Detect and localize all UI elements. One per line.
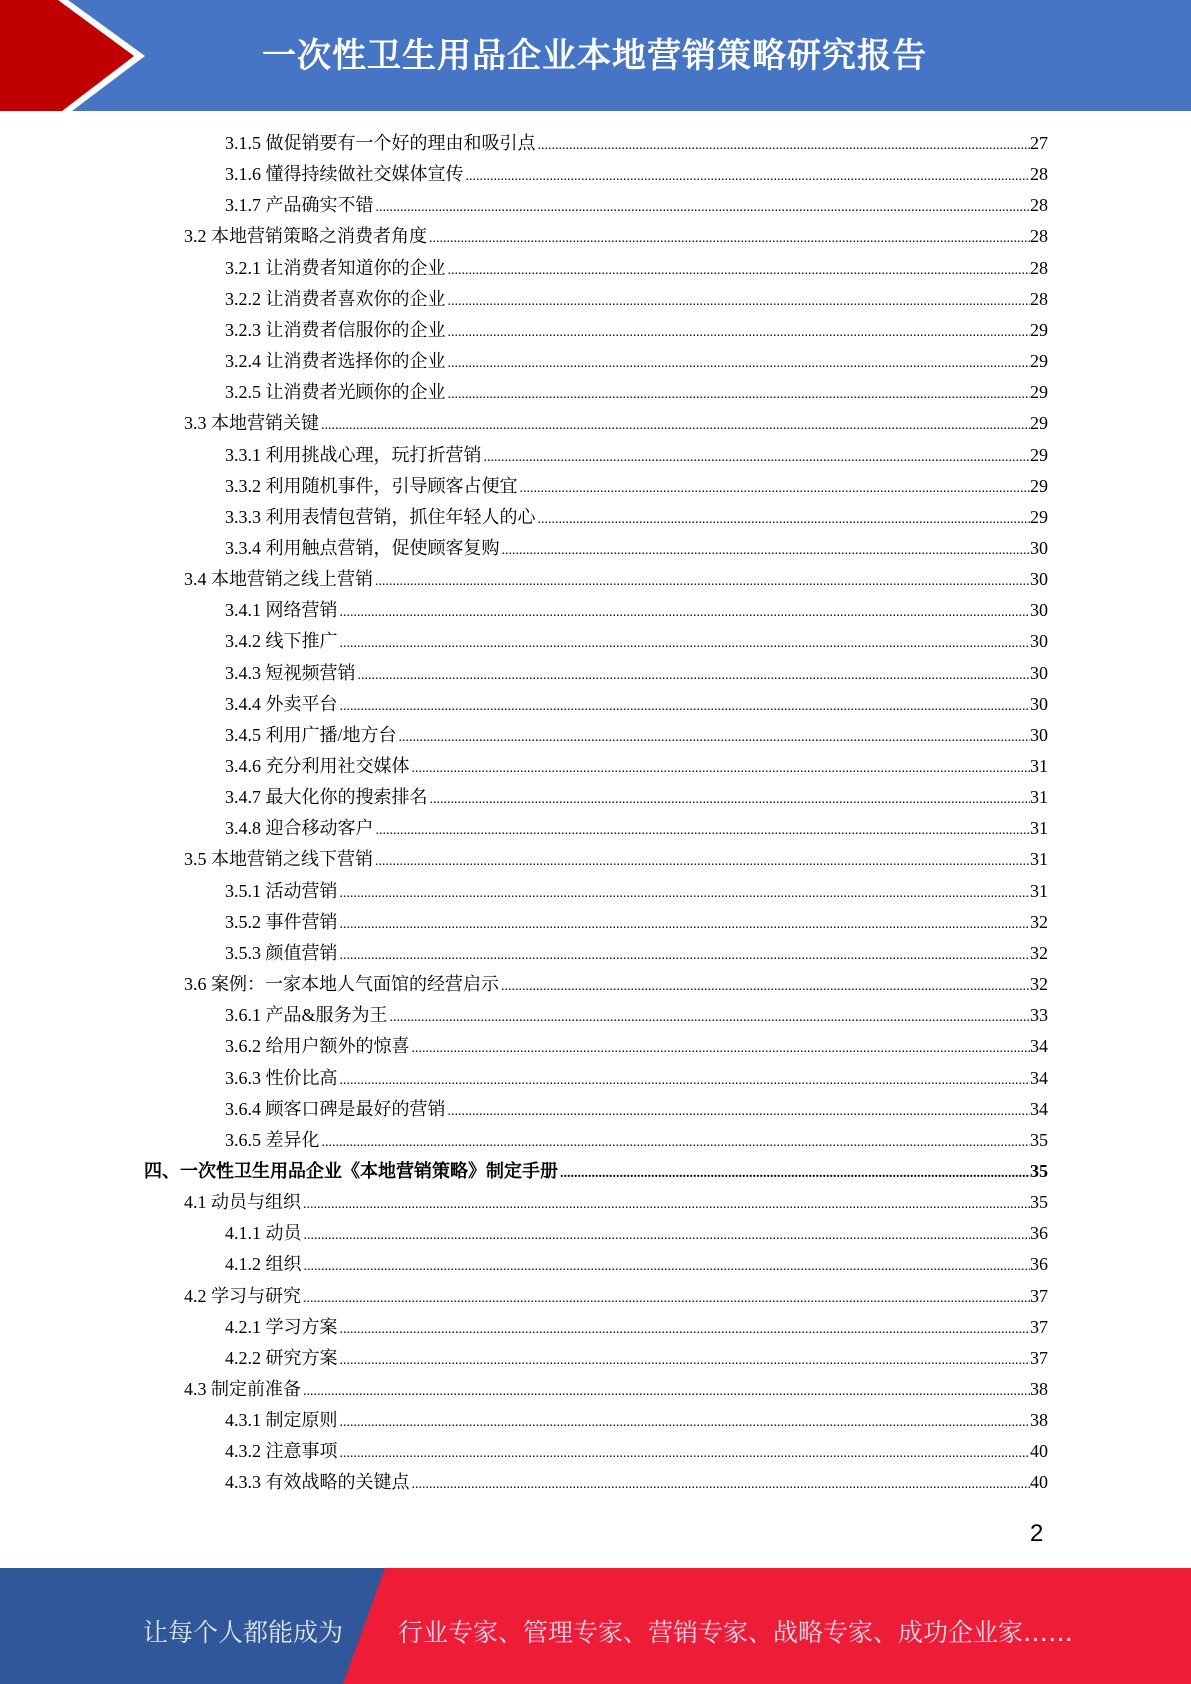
- toc-entry-page: 37: [1030, 1285, 1048, 1306]
- toc-entry-page: 30: [1030, 537, 1048, 558]
- toc-leader-dots: [375, 854, 1030, 870]
- toc-entry[interactable]: [225, 1313, 1048, 1344]
- toc-entry-page: 37: [1030, 1347, 1048, 1368]
- toc-entry-page: 36: [1030, 1254, 1048, 1275]
- toc-entry[interactable]: [225, 1406, 1048, 1437]
- toc-entry[interactable]: [184, 1282, 1048, 1313]
- toc-entry-page: 38: [1030, 1379, 1048, 1399]
- toc-leader-dots: [340, 699, 1031, 715]
- toc-entry[interactable]: [225, 503, 1048, 534]
- toc-entry[interactable]: [225, 129, 1048, 160]
- toc-entry-page: 34: [1030, 1067, 1048, 1088]
- toc-leader-dots: [304, 1259, 1031, 1275]
- toc-entry-label: 3.1.6 懂得持续做社交媒体宣传: [225, 164, 464, 185]
- toc-entry-label: 3.6.5 差异化: [225, 1129, 320, 1150]
- toc-leader-dots: [340, 636, 1031, 652]
- toc-leader-dots: [412, 1041, 1031, 1057]
- toc-leader-dots: [538, 512, 1031, 528]
- toc-entry[interactable]: [184, 1188, 1048, 1219]
- toc-entry[interactable]: [225, 1126, 1048, 1157]
- page-number: 2: [1030, 1520, 1044, 1547]
- toc-entry[interactable]: [225, 752, 1048, 783]
- toc-entry-label: 3.3.3 利用表情包营销，抓住年轻人的心: [225, 506, 536, 527]
- toc-entry-page: 35: [1030, 1160, 1048, 1181]
- toc-leader-dots: [340, 1415, 1031, 1431]
- toc-entry[interactable]: [184, 222, 1048, 253]
- toc-leader-dots: [430, 792, 1031, 808]
- toc-entry-label: 3.6.3 性价比高: [225, 1067, 338, 1088]
- toc-leader-dots: [429, 231, 1030, 247]
- toc-leader-dots: [448, 387, 1031, 403]
- toc-leader-dots: [484, 450, 1031, 466]
- toc-entry-label: 3.3.2 利用随机事件，引导顾客占便宜: [225, 475, 518, 496]
- toc-leader-dots: [448, 263, 1031, 279]
- toc-entry-label: 4.2 学习与研究: [184, 1285, 301, 1306]
- toc-entry-label: 3.4.8 迎合移动客户: [225, 818, 374, 839]
- toc-entry-label: 3.1.5 做促销要有一个好的理由和吸引点: [225, 133, 536, 153]
- toc-entry[interactable]: [225, 1032, 1048, 1063]
- toc-entry[interactable]: [225, 534, 1048, 565]
- toc-entry-label: 3.5.2 事件营销: [225, 911, 338, 932]
- toc-entry-label: 3.2.3 让消费者信服你的企业: [225, 319, 446, 340]
- toc-entry[interactable]: [225, 285, 1048, 316]
- toc-leader-dots: [412, 761, 1031, 777]
- toc-entry-label: 3.4 本地营销之线上营销: [184, 569, 373, 590]
- toc-entry-label: 4.1.2 组织: [225, 1254, 302, 1275]
- toc-entry-page: 31: [1030, 880, 1048, 901]
- toc-leader-dots: [340, 1322, 1031, 1338]
- toc-entry-page: 29: [1030, 475, 1048, 496]
- toc-entry[interactable]: [225, 596, 1048, 627]
- toc-entry[interactable]: [184, 1375, 1048, 1406]
- toc-entry[interactable]: [225, 441, 1048, 472]
- toc-entry-label: 3.5 本地营销之线下营销: [184, 849, 373, 870]
- toc-entry-label: 3.4.6 充分利用社交媒体: [225, 756, 410, 776]
- toc-entry[interactable]: [225, 908, 1048, 939]
- toc-leader-dots: [340, 1446, 1031, 1462]
- toc-entry[interactable]: [184, 845, 1048, 876]
- toc-entry[interactable]: [225, 627, 1048, 658]
- toc-leader-dots: [520, 481, 1031, 497]
- toc-entry-label: 3.3 本地营销关键: [184, 413, 319, 434]
- toc-entry-page: 36: [1030, 1223, 1048, 1244]
- toc-leader-dots: [303, 1384, 1030, 1400]
- toc-leader-dots: [448, 325, 1031, 341]
- toc-leader-dots: [358, 668, 1031, 684]
- toc-leader-dots: [321, 418, 1030, 434]
- toc-leader-dots: [376, 200, 1031, 216]
- toc-entry-page: 29: [1030, 506, 1048, 527]
- toc-entry-page: 30: [1030, 631, 1048, 652]
- toc-entry-label: 4.2.2 研究方案: [225, 1347, 338, 1368]
- toc-entry-label: 3.6 案例：一家本地人气面馆的经营启示: [184, 974, 499, 995]
- toc-entry[interactable]: [225, 316, 1048, 347]
- toc-entry[interactable]: [225, 877, 1048, 908]
- toc-leader-dots: [303, 1291, 1030, 1307]
- toc-entry[interactable]: [225, 347, 1048, 378]
- footer-slogan-right: 行业专家、管理专家、营销专家、战略专家、成功企业家……: [398, 1618, 1074, 1647]
- toc-entry-label: 3.4.3 短视频营销: [225, 662, 356, 683]
- toc-entry-label: 4.3.3 有效战略的关键点: [225, 1472, 410, 1493]
- toc-leader-dots: [538, 138, 1031, 154]
- toc-entry-page: 32: [1030, 911, 1048, 932]
- toc-entry[interactable]: [225, 378, 1048, 409]
- toc-entry-page: 30: [1030, 693, 1048, 714]
- toc-entry-page: 35: [1030, 1192, 1048, 1213]
- toc-entry-page: 37: [1030, 1316, 1048, 1337]
- toc-entry[interactable]: [225, 659, 1048, 690]
- toc-entry-label: 4.1 动员与组织: [184, 1192, 301, 1213]
- toc-entry-page: 31: [1030, 818, 1048, 839]
- toc-entry[interactable]: [225, 254, 1048, 285]
- toc-entry-page: 30: [1030, 600, 1048, 621]
- toc-entry-label: 3.2.5 让消费者光顾你的企业: [225, 382, 446, 403]
- toc-entry-label: 3.6.4 顾客口碑是最好的营销: [225, 1098, 446, 1119]
- toc-leader-dots: [560, 1166, 1030, 1182]
- toc-entry-page: 28: [1030, 195, 1048, 216]
- toc-entry-label: 3.2 本地营销策略之消费者角度: [184, 226, 427, 247]
- toc-entry-page: 27: [1030, 133, 1048, 153]
- toc-entry-label: 3.4.4 外卖平台: [225, 693, 338, 714]
- toc-entry-page: 29: [1030, 319, 1048, 340]
- toc-leader-dots: [466, 169, 1031, 185]
- toc-entry-page: 31: [1030, 787, 1048, 808]
- toc-entry-label: 3.3.4 利用触点营销，促使顾客复购: [225, 537, 500, 558]
- toc-leader-dots: [448, 356, 1031, 372]
- toc-entry-label: 四、一次性卫生用品企业《本地营销策略》制定手册: [144, 1160, 558, 1181]
- toc-entry-label: 3.4.2 线下推广: [225, 631, 338, 652]
- toc-entry[interactable]: [225, 1344, 1048, 1375]
- toc-entry-label: 3.2.1 让消费者知道你的企业: [225, 257, 446, 278]
- toc-leader-dots: [376, 823, 1031, 839]
- footer-slogan-left: 让每个人都能成为: [143, 1618, 344, 1647]
- toc-leader-dots: [501, 979, 1030, 995]
- toc-entry[interactable]: [225, 939, 1048, 970]
- toc-entry-label: 3.5.3 颜值营销: [225, 942, 338, 963]
- toc-entry-page: 28: [1030, 288, 1048, 309]
- toc-entry[interactable]: [225, 1219, 1048, 1250]
- toc-entry[interactable]: [225, 1250, 1048, 1281]
- toc-entry[interactable]: [184, 970, 1048, 1001]
- toc-entry[interactable]: [225, 1468, 1048, 1499]
- toc-entry-page: 34: [1030, 1036, 1048, 1057]
- toc-entry-label: 3.3.1 利用挑战心理，玩打折营销: [225, 444, 482, 465]
- toc-entry[interactable]: [225, 1437, 1048, 1468]
- toc-entry-page: 29: [1030, 444, 1048, 465]
- toc-entry-label: 3.6.1 产品&服务为王: [225, 1005, 388, 1026]
- toc-entry-label: 3.5.1 活动营销: [225, 880, 338, 901]
- toc-entry-label: 3.1.7 产品确实不错: [225, 195, 374, 216]
- toc-entry[interactable]: [184, 409, 1048, 440]
- toc-entry[interactable]: [225, 1095, 1048, 1126]
- toc-entry[interactable]: [225, 814, 1048, 845]
- toc-entry[interactable]: [225, 783, 1048, 814]
- toc-entry-label: 4.3.2 注意事项: [225, 1441, 338, 1462]
- toc-entry-page: 28: [1030, 226, 1048, 247]
- page-header: [0, 0, 1191, 111]
- toc-entry[interactable]: [225, 160, 1048, 191]
- toc-leader-dots: [340, 605, 1031, 621]
- toc-leader-dots: [304, 1228, 1031, 1244]
- toc-leader-dots: [340, 886, 1031, 902]
- toc-entry[interactable]: [225, 472, 1048, 503]
- toc-entry-label: 3.4.7 最大化你的搜索排名: [225, 787, 428, 808]
- toc-entry-page: 30: [1030, 662, 1048, 683]
- toc-leader-dots: [340, 1073, 1031, 1089]
- toc-leader-dots: [303, 1197, 1030, 1213]
- toc-leader-dots: [322, 1135, 1031, 1151]
- toc-entry-label: 4.1.1 动员: [225, 1223, 302, 1244]
- toc-entry-page: 29: [1030, 413, 1048, 434]
- toc-entry-label: 3.2.2 让消费者喜欢你的企业: [225, 288, 446, 309]
- toc-entry-page: 31: [1030, 849, 1048, 870]
- toc-leader-dots: [340, 1353, 1031, 1369]
- toc-entry-label: 4.2.1 学习方案: [225, 1316, 338, 1337]
- report-title: 一次性卫生用品企业本地营销策略研究报告: [262, 36, 927, 76]
- arrow-decoration-icon: [0, 0, 160, 111]
- toc-entry-page: 29: [1030, 351, 1048, 372]
- toc-entry-page: 28: [1030, 164, 1048, 185]
- toc-entry-page: 40: [1030, 1441, 1048, 1462]
- toc-entry-page: 31: [1030, 756, 1048, 776]
- toc-leader-dots: [448, 1104, 1031, 1120]
- toc-entry-page: 35: [1030, 1129, 1048, 1150]
- toc-leader-dots: [375, 574, 1030, 590]
- toc-entry[interactable]: [184, 565, 1048, 596]
- toc-leader-dots: [390, 1010, 1030, 1026]
- toc-entry-label: 4.3.1 制定原则: [225, 1410, 338, 1431]
- toc-leader-dots: [448, 294, 1031, 310]
- toc-leader-dots: [502, 543, 1031, 559]
- toc-entry-page: 32: [1030, 974, 1048, 995]
- toc-leader-dots: [340, 948, 1031, 964]
- toc-leader-dots: [399, 730, 1030, 746]
- toc-entry[interactable]: [225, 1064, 1048, 1095]
- toc-entry[interactable]: [225, 690, 1048, 721]
- toc-entry-label: 3.4.5 利用广播/地方台: [225, 724, 397, 745]
- page-footer: [0, 1568, 1191, 1684]
- toc-entry-page: 28: [1030, 257, 1048, 278]
- toc-entry[interactable]: [225, 191, 1048, 222]
- toc-entry-label: 4.3 制定前准备: [184, 1379, 301, 1399]
- toc-entry-page: 29: [1030, 382, 1048, 403]
- toc-entry-page: 33: [1030, 1005, 1048, 1026]
- toc-entry-page: 38: [1030, 1410, 1048, 1431]
- toc-entry-label: 3.2.4 让消费者选择你的企业: [225, 351, 446, 372]
- toc-leader-dots: [412, 1477, 1031, 1493]
- toc-entry[interactable]: [144, 1157, 1048, 1188]
- toc-entry-page: 40: [1030, 1472, 1048, 1493]
- toc-entry-page: 32: [1030, 942, 1048, 963]
- toc-entry-label: 3.4.1 网络营销: [225, 600, 338, 621]
- toc-entry-page: 30: [1030, 569, 1048, 590]
- toc-leader-dots: [340, 917, 1031, 933]
- toc-entry-page: 34: [1030, 1098, 1048, 1119]
- toc-entry[interactable]: [225, 1001, 1048, 1032]
- toc-entry-page: 30: [1030, 724, 1048, 745]
- toc-entry-label: 3.6.2 给用户额外的惊喜: [225, 1036, 410, 1057]
- toc-entry[interactable]: [225, 721, 1048, 752]
